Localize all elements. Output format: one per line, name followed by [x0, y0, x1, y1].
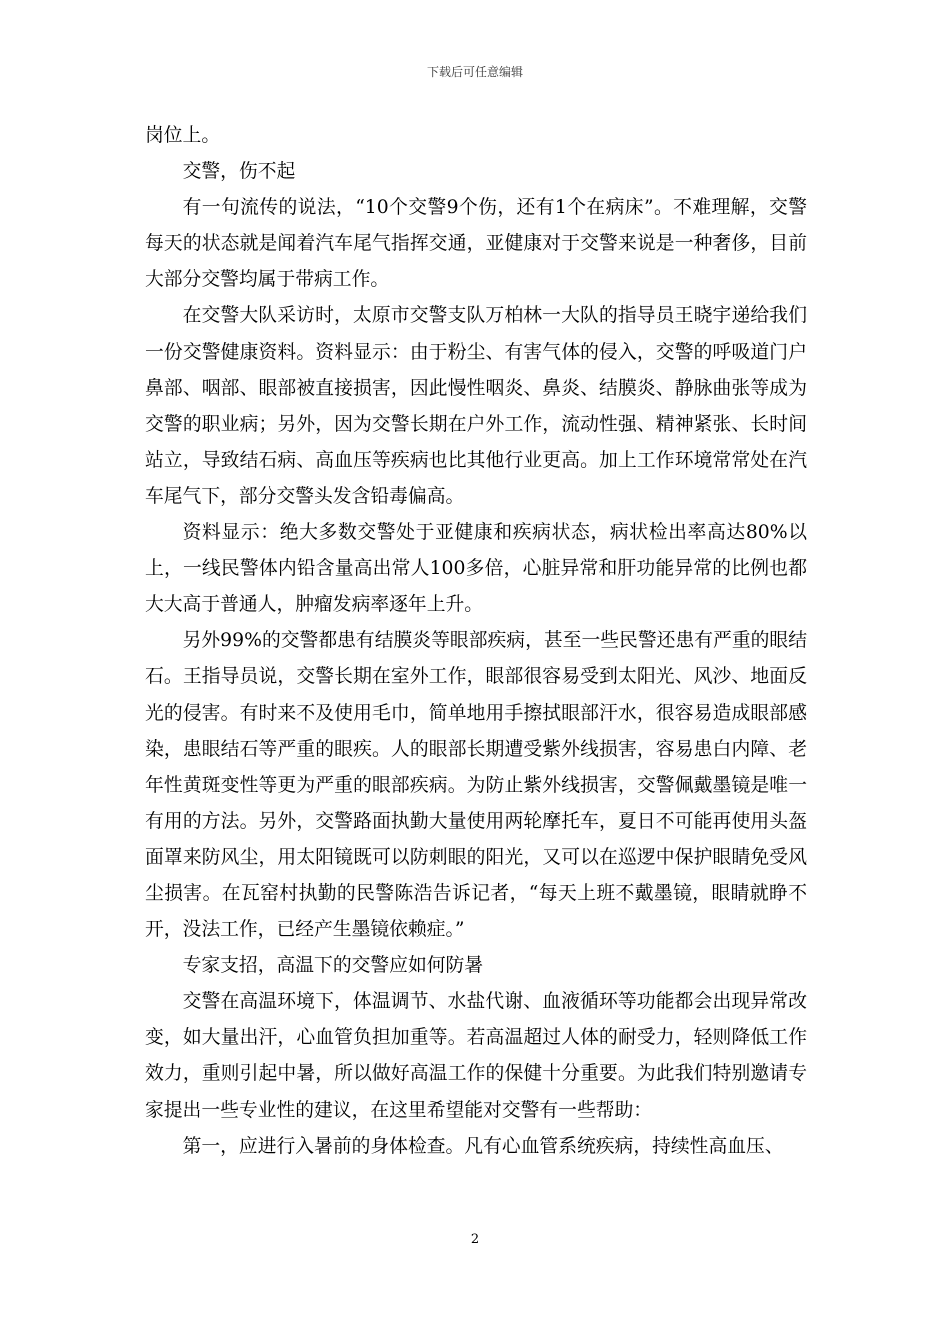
page-header: 下载后可任意编辑 [426, 65, 523, 79]
document-body [145, 118, 807, 1165]
page-number: 2 [470, 1232, 480, 1247]
paragraph-3: 有一句流传的说法，“10个交警9个伤，还有1个在病床”。不难理解，交警每天的状态就是闻着汽车尾气指挥交通，亚健康对于交警来说是一种奢侈，目前大部分交警均属于带病工作。 [145, 197, 807, 291]
paragraph-6: 另外99%的交警都患有结膜炎等眼部疾病，甚至一些民警还患有严重的眼结石。王指导员说，交警长期在室外工作，眼部很容易受到太阳光、风沙、地面反光的侵害。有时来不及使用毛巾，简单地用手擦拭眼部汗水，很容易造成眼部感染，患眼结石等严重的眼疾。人的眼部长期遭受紫外线损害，容易患白内障、老年性黄斑变性等更为严重的眼部疾病。为防止紫外线损害，交警佩戴墨镜是唯一有用的方法。另外，交警路面执勤大量使用两轮摩托车，夏日不可能再使用头盔面罩来防风尘，用太阳镜既可以防刺眼的阳光，又可以在巡逻中保护眼睛免受风尘损害。在瓦窑村执勤的民警陈浩告诉记者，“每天上班不戴墨镜，眼睛就睁不开，没法工作，已经产生墨镜依赖症。” [145, 630, 807, 941]
paragraph-4: 在交警大队采访时，太原市交警支队万柏林一大队的指导员王晓宇递给我们一份交警健康资料。资料显示：由于粉尘、有害气体的侵入，交警的呼吸道门户鼻部、咽部、眼部被直接损害，因此慢性咽炎、鼻炎、结膜炎、静脉曲张等成为交警的职业病；另外，因为交警长期在户外工作，流动性强、精神紧张、长时间站立，导致结石病、高血压等疾病也比其他行业更高。加上工作环境常常处在汽车尾气下，部分交警头发含铅毒偏高。 [145, 305, 807, 507]
paragraph-5: 资料显示：绝大多数交警处于亚健康和疾病状态，病状检出率高达80%以上，一线民警体内铅含量高出常人100多倍，心脏异常和肝功能异常的比例也都大大高于普通人，肿瘤发病率逐年上升。 [145, 522, 807, 616]
paragraph-8: 交警在高温环境下，体温调节、水盐代谢、血液循环等功能都会出现异常改变，如大量出汗，心血管负担加重等。若高温超过人体的耐受力，轻则降低工作效力，重则引起中暑，所以做好高温工作的保健十分重要。为此我们特别邀请专家提出一些专业性的建议，在这里希望能对交警有一些帮助： [145, 991, 807, 1121]
section-heading-traffic-police: 交警，伤不起 [182, 161, 296, 183]
paragraph-1: 岗位上。 [145, 125, 221, 146]
paragraph-9: 第一，应进行入暑前的身体检查。凡有心血管系统疾病，持续性高血压、 [182, 1135, 784, 1157]
section-heading-expert-advice: 专家支招，高温下的交警应如何防暑 [182, 955, 484, 977]
